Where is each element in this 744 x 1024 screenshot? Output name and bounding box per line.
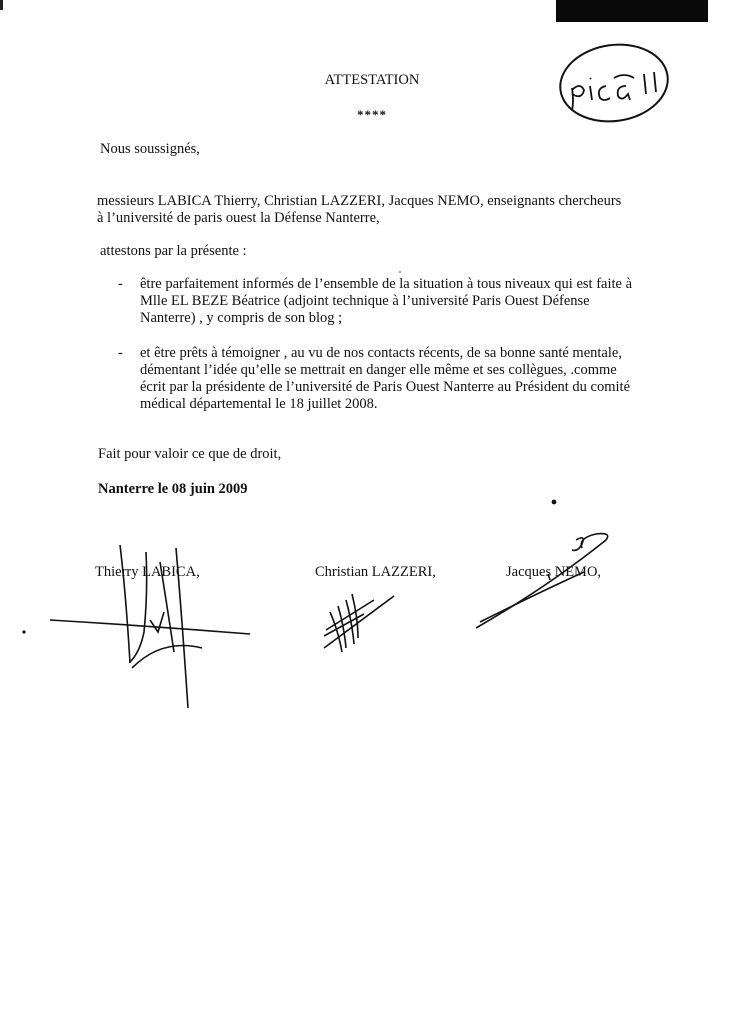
place-and-date: Nanterre le 08 juin 2009 xyxy=(98,481,248,497)
item2-line-2: démentant l’idée qu’elle se mettrait en danger elle même et ses collègues, .comme xyxy=(140,362,617,378)
signatory-name-nemo: Jacques NEMO, xyxy=(506,564,602,580)
title-separator: **** xyxy=(357,107,387,122)
salutation: Nous soussignés, xyxy=(100,141,200,157)
item2-line-1: et être prêts à témoigner , au vu de nos contacts récents, de sa bonne santé mentale, xyxy=(140,345,622,361)
item1-line-1: être parfaitement informés de l’ensemble de la situation à tous niveaux qui est faite à xyxy=(140,276,633,292)
scan-speck xyxy=(22,630,25,633)
item1-line-3: Nanterre) , y compris de son blog ; xyxy=(140,310,343,326)
bullet-marker: - xyxy=(118,276,123,292)
document-title: ATTESTATION xyxy=(324,72,420,88)
closing-formula: Fait pour valoir ce que de droit, xyxy=(98,446,282,462)
item1-line-2: Mlle EL BEZE Béatrice (adjoint technique à l’université Paris Ouest Défense xyxy=(140,293,590,309)
signatory-name-labica: Thierry LABICA, xyxy=(95,564,200,580)
signature-lazzeri xyxy=(324,594,394,652)
signatory-name-lazzeri: Christian LAZZERI, xyxy=(315,564,436,580)
item2-line-4: médical départemental le 18 juillet 2008. xyxy=(140,396,378,412)
signatories-line-2: à l’université de paris ouest la Défense Nanterre, xyxy=(97,210,380,226)
scan-speck xyxy=(399,271,401,273)
bullet-marker: - xyxy=(118,345,123,361)
signatories-line-1: messieurs LABICA Thierry, Christian LAZZERI, Jacques NEMO, enseignants chercheurs xyxy=(97,193,622,209)
redaction-bar xyxy=(556,0,708,22)
item2-line-3: écrit par la présidente de l’université de Paris Ouest Nanterre au Président du comité xyxy=(140,379,631,395)
attest-intro: attestons par la présente : xyxy=(100,243,247,259)
scan-mark xyxy=(0,0,3,10)
